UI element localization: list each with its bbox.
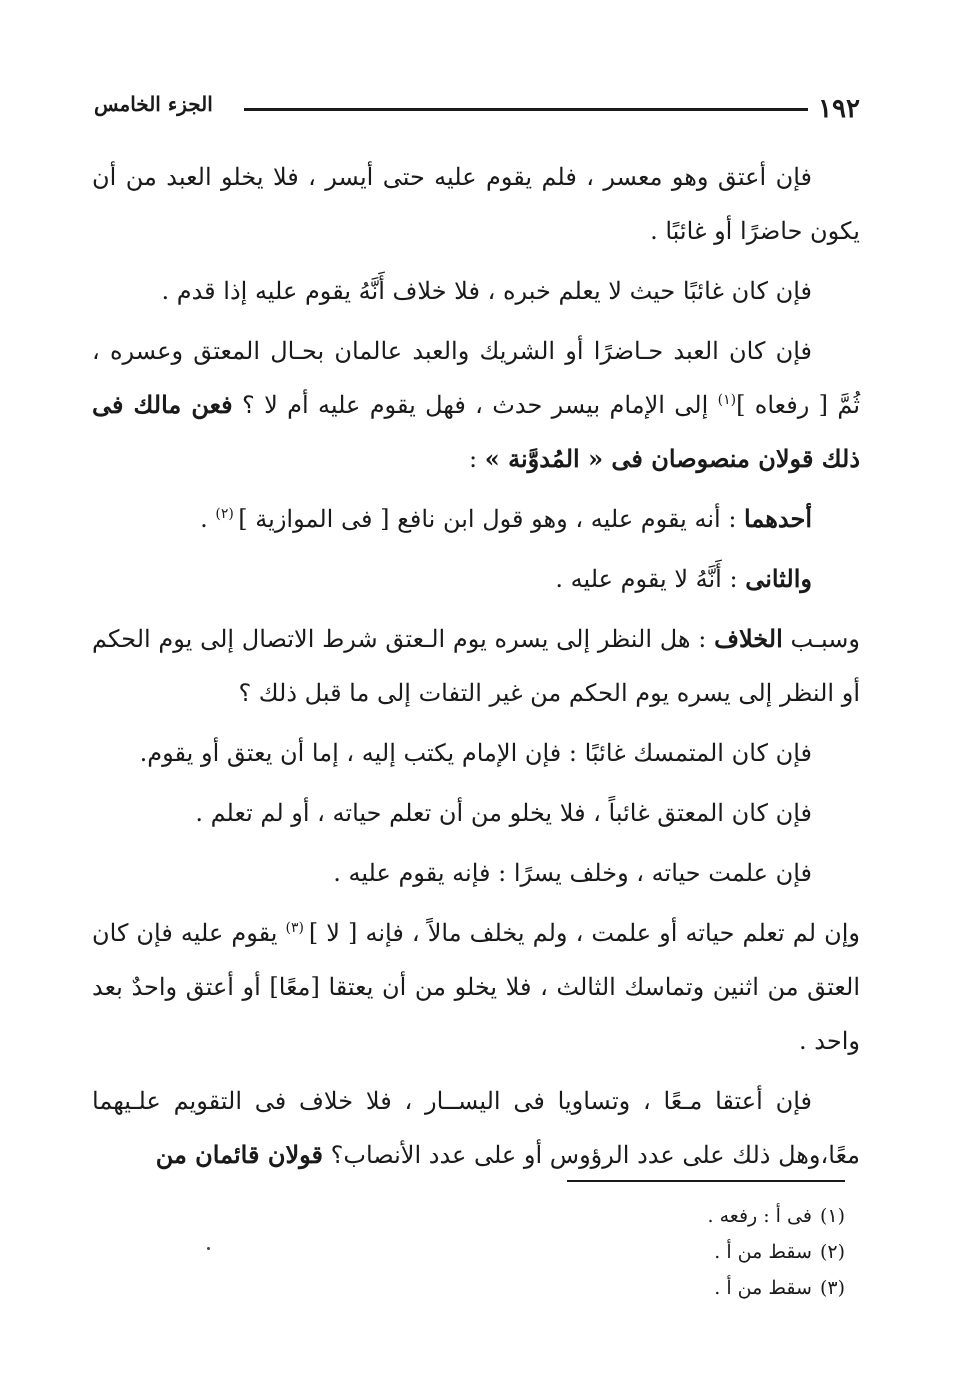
paragraph-7: فإن كان المتمسك غائبًا : فإن الإمام يكتب إليه ، إما أن يعتق أو يقوم. — [139, 739, 812, 767]
paragraph-4-text-b: . — [200, 505, 216, 533]
footnotes — [545, 1198, 845, 1306]
paragraph-11 — [92, 1074, 860, 1182]
paragraph-5-bold: والثانى — [745, 564, 812, 593]
footnote-3-number: (٣) — [819, 1277, 845, 1299]
footnote-2 — [545, 1234, 845, 1270]
paragraph-10-text-b: يقوم عليه فإن كان العتق من اثنين وتماسك الثالث ، فلا يخلو من أن يعتقا [معًا] أو أعتق واحدٌ بعد واحد . — [92, 919, 860, 1055]
footnote-3-text: سقط من أ . — [714, 1277, 812, 1299]
paragraph-3-text-a: فإن كان العبد حـاضرًا أو الشريك والعبد عالمان بحـال المعتق وعسره ، ثُمَّ [ رفعاه ] — [92, 337, 861, 419]
print-speck — [207, 1247, 210, 1250]
paragraph-4-bold: أحدهما — [744, 504, 812, 533]
footnote-2-text: سقط من أ . — [714, 1241, 812, 1263]
paragraph-6 — [92, 612, 860, 720]
footnote-1 — [545, 1198, 845, 1234]
running-title: الجزء الخامس — [94, 92, 213, 116]
paragraph-6-text-b: : هل النظر إلى يسره يوم الـعتق شرط الاتصال إلى يوم الحكم أو النظر إلى يسره يوم الحكم من غير التفات إلى ما قبل ذلك ؟ — [92, 625, 860, 707]
paragraph-4 — [92, 492, 860, 546]
page-number: ١٩٢ — [818, 94, 860, 124]
paragraph-6-bold: الخلاف — [714, 624, 783, 653]
paragraph-3-bold: فعن مالك فى ذلك قولان منصوصان فى « المُدوَّنة » — [92, 390, 860, 473]
paragraph-9: فإن علمت حياته ، وخلف يسرًا : فإنه يقوم عليه . — [333, 859, 812, 887]
footnote-ref-3: (٣) — [285, 920, 309, 936]
paragraph-5-text: : أَنَّهُ لا يقوم عليه . — [555, 565, 746, 593]
header-rule — [244, 108, 808, 111]
footnote-1-text: فى أ : رفعه . — [707, 1205, 812, 1227]
footnote-2-number: (٢) — [819, 1241, 845, 1263]
footnote-1-number: (١) — [819, 1205, 845, 1227]
paragraph-8: فإن كان المعتق غائباً ، فلا يخلو من أن تعلم حياته ، أو لم تعلم . — [195, 799, 812, 827]
paragraph-11-text: فإن أعتقا مـعًا ، وتساويا فى اليســار ، فلا خلاف فى التقويم علـيهما معًا،وهل ذلك على عدد الرؤوس أو على عدد الأنصاب؟ — [92, 1087, 860, 1169]
footnote-3 — [545, 1270, 845, 1306]
paragraph-5 — [92, 552, 860, 606]
paragraph-11-bold: قولان قائمان من — [155, 1140, 323, 1169]
footnote-ref-1: (١) — [717, 392, 737, 408]
paragraph-10 — [92, 906, 860, 1068]
paragraph-2: فإن كان غائبًا حيث لا يعلم خبره ، فلا خلاف أَنَّهُ يقوم عليه إذا قدم . — [161, 277, 812, 305]
paragraph-1: فإن أعتق وهو معسر ، فلم يقوم عليه حتى أيسر ، فلا يخلو العبد من أن يكون حاضرًا أو غائبًا . — [92, 163, 860, 245]
paragraph-4-text-a: : أنه يقوم عليه ، وهو قول ابن نافع [ فى الموازية ] — [238, 505, 745, 533]
paragraph-10-text-a: وإن لم تعلم حياته أو علمت ، ولم يخلف مالاً ، فإنه [ لا ] — [308, 919, 860, 947]
page-header — [94, 92, 860, 132]
paragraph-3-text-b: إلى الإمام بيسر حدث ، فهل يقوم عليه أم لا ؟ — [232, 391, 718, 419]
footnote-ref-2: (٢) — [215, 506, 239, 522]
paragraph-3 — [92, 324, 860, 486]
paragraph-6-text-a: وسبـب — [782, 625, 861, 653]
paragraph-3-text-c: : — [469, 445, 485, 473]
footnote-rule — [567, 1180, 845, 1182]
main-text — [92, 150, 860, 1188]
